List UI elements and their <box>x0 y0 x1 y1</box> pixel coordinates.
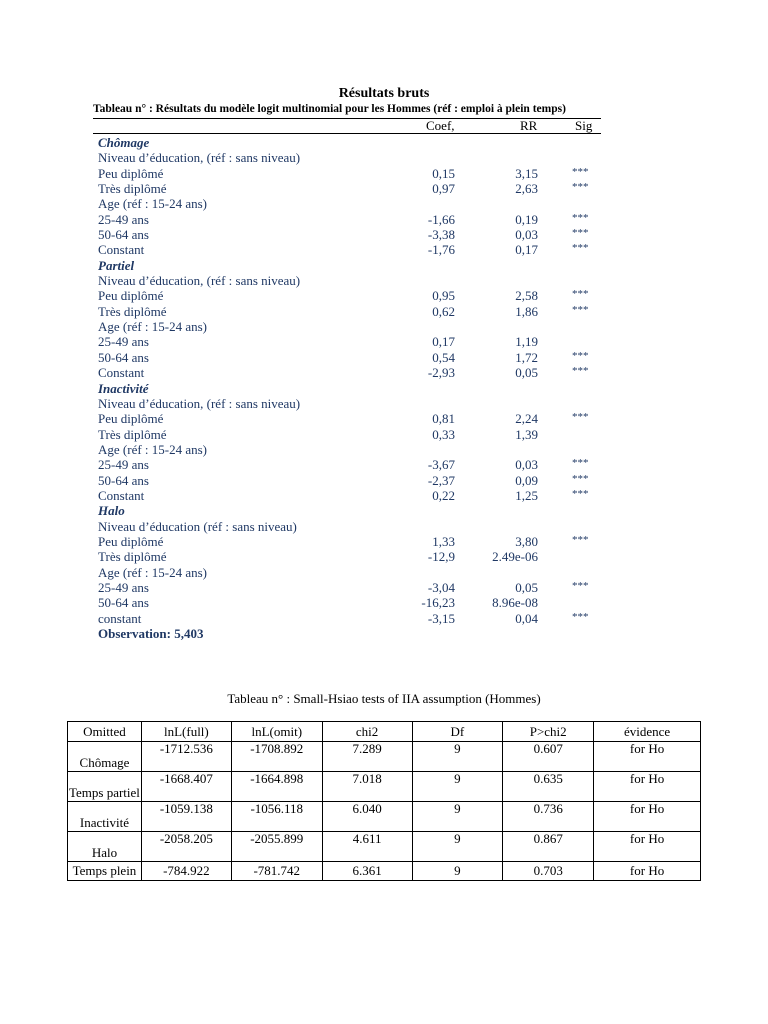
row-label: Très diplômé <box>98 549 167 565</box>
lnl-full-cell: -1059.138 <box>141 802 231 832</box>
table-row <box>98 473 608 488</box>
row-label: 50-64 ans <box>98 349 149 365</box>
group-label <box>98 273 608 288</box>
lnl-omit-cell: -1056.118 <box>231 802 322 832</box>
coef-value: -1,66 <box>427 211 455 227</box>
omitted-cell: Halo <box>68 832 142 862</box>
lnl-omit-cell: -1708.892 <box>231 742 322 772</box>
column-header-coef: Coef, <box>426 118 455 133</box>
row-label: 25-49 ans <box>98 579 149 595</box>
regression-table-caption: Tableau n° : Résultats du modèle logit multinomial pour les Hommes (réf : emploi à plein temps) <box>93 103 566 115</box>
table-row <box>98 427 608 442</box>
df-cell: 9 <box>412 832 503 862</box>
coef-value: -3,38 <box>427 227 455 243</box>
rr-value: 8.96e-08 <box>492 595 538 611</box>
coef-value: -2,37 <box>427 472 455 488</box>
row-label: Peu diplômé <box>98 165 164 181</box>
coef-value: 0,15 <box>432 165 455 181</box>
chi2-cell: 7.018 <box>322 772 412 802</box>
sig-value: *** <box>572 303 589 316</box>
iia-table-caption: Tableau n° : Small-Hsiao tests of IIA assumption (Hommes) <box>227 691 541 706</box>
rr-value: 0,04 <box>515 610 538 626</box>
header-evidence: évidence <box>594 722 701 742</box>
row-label: 25-49 ans <box>98 211 149 227</box>
table-row <box>98 549 608 564</box>
section-heading <box>98 503 608 518</box>
df-cell: 9 <box>412 742 503 772</box>
row-label: Halo <box>98 503 125 519</box>
iia-header-row <box>68 722 701 742</box>
table-row <box>98 334 608 349</box>
group-label <box>98 442 608 457</box>
regression-results <box>98 135 608 641</box>
rr-value: 1,72 <box>515 349 538 365</box>
row-label: Niveau d’éducation, (réf : sans niveau) <box>98 395 301 411</box>
table-row <box>98 611 608 626</box>
table-row <box>68 772 701 802</box>
section-heading <box>98 135 608 150</box>
section-heading <box>98 258 608 273</box>
p-chi2-cell: 0.867 <box>503 832 594 862</box>
lnl-full-cell: -2058.205 <box>141 832 231 862</box>
row-label: 50-64 ans <box>98 472 149 488</box>
row-label: Très diplômé <box>98 181 167 197</box>
row-label: Peu diplômé <box>98 288 164 304</box>
header-df: Df <box>412 722 503 742</box>
rr-value: 1,25 <box>515 487 538 503</box>
coef-value: -1,76 <box>427 242 455 258</box>
coef-value: -2,93 <box>427 365 455 381</box>
sig-value: *** <box>572 181 589 194</box>
table-row <box>98 288 608 303</box>
row-label: Niveau d’éducation (réf : sans niveau) <box>98 518 297 534</box>
table-row <box>98 457 608 472</box>
observation-count <box>98 626 608 641</box>
coef-value: 1,33 <box>432 533 455 549</box>
row-label: 25-49 ans <box>98 457 149 473</box>
omitted-cell: Temps plein <box>68 862 142 881</box>
lnl-full-cell: -1668.407 <box>141 772 231 802</box>
df-cell: 9 <box>412 862 503 881</box>
row-label: Niveau d’éducation, (réf : sans niveau) <box>98 150 301 166</box>
rr-value: 1,39 <box>515 426 538 442</box>
row-label: Age (réf : 15-24 ans) <box>98 319 208 335</box>
sig-value: *** <box>572 211 589 224</box>
table-row <box>68 862 701 881</box>
lnl-full-cell: -784.922 <box>141 862 231 881</box>
df-cell: 9 <box>412 772 503 802</box>
chi2-cell: 7.289 <box>322 742 412 772</box>
lnl-omit-cell: -781.742 <box>231 862 322 881</box>
coef-value: 0,81 <box>432 411 455 427</box>
rr-value: 0,09 <box>515 472 538 488</box>
row-label: Très diplômé <box>98 426 167 442</box>
rr-value: 0,05 <box>515 579 538 595</box>
coef-value: 0,97 <box>432 181 455 197</box>
coef-value: 0,54 <box>432 349 455 365</box>
iia-test-table <box>67 721 701 881</box>
row-label: Constant <box>98 365 145 381</box>
table-row <box>98 411 608 426</box>
row-label: Observation: 5,403 <box>98 626 204 641</box>
table-row <box>98 242 608 257</box>
row-label: Age (réf : 15-24 ans) <box>98 441 208 457</box>
row-label: 25-49 ans <box>98 334 149 350</box>
row-label: Peu diplômé <box>98 411 164 427</box>
df-cell: 9 <box>412 802 503 832</box>
sig-value: *** <box>572 487 589 500</box>
chi2-cell: 4.611 <box>322 832 412 862</box>
group-label <box>98 396 608 411</box>
rr-value: 2,58 <box>515 288 538 304</box>
row-label: Très diplômé <box>98 303 167 319</box>
table-row <box>68 802 701 832</box>
sig-value: *** <box>572 227 589 240</box>
sig-value: *** <box>572 457 589 470</box>
table-row <box>98 534 608 549</box>
coef-value: -3,04 <box>427 579 455 595</box>
header-lnl-full: lnL(full) <box>141 722 231 742</box>
table-row <box>98 212 608 227</box>
table-row <box>98 227 608 242</box>
row-label: Peu diplômé <box>98 533 164 549</box>
sig-value: *** <box>572 533 589 546</box>
header-rule <box>93 133 601 134</box>
sig-value: *** <box>572 349 589 362</box>
group-label <box>98 319 608 334</box>
header-omitted: Omitted <box>68 722 142 742</box>
table-row <box>68 742 701 772</box>
rr-value: 0,17 <box>515 242 538 258</box>
table-row <box>98 595 608 610</box>
rr-value: 1,86 <box>515 303 538 319</box>
coef-value: 0,17 <box>432 334 455 350</box>
p-chi2-cell: 0.607 <box>503 742 594 772</box>
row-label: Partiel <box>98 257 135 273</box>
lnl-omit-cell: -2055.899 <box>231 832 322 862</box>
row-label: Inactivité <box>98 380 149 396</box>
evidence-cell: for Ho <box>594 862 701 881</box>
column-header-rr: RR <box>520 118 538 133</box>
sig-value: *** <box>572 472 589 485</box>
table-row <box>98 350 608 365</box>
column-header-sig: Sig <box>575 118 593 133</box>
table-row <box>98 304 608 319</box>
rr-value: 0,03 <box>515 227 538 243</box>
row-label: 50-64 ans <box>98 595 149 611</box>
table-row <box>68 832 701 862</box>
sig-value: *** <box>572 411 589 424</box>
chi2-cell: 6.361 <box>322 862 412 881</box>
rr-value: 0,19 <box>515 211 538 227</box>
row-label: Age (réf : 15-24 ans) <box>98 196 208 212</box>
page-title: Résultats bruts <box>338 86 430 101</box>
evidence-cell: for Ho <box>594 772 701 802</box>
row-label: Age (réf : 15-24 ans) <box>98 564 208 580</box>
rr-value: 1,19 <box>515 334 538 350</box>
table-row <box>98 488 608 503</box>
evidence-cell: for Ho <box>594 832 701 862</box>
coef-value: 0,62 <box>432 303 455 319</box>
header-lnl-omit: lnL(omit) <box>231 722 322 742</box>
row-label: 50-64 ans <box>98 227 149 243</box>
group-label <box>98 150 608 165</box>
header-chi2: chi2 <box>322 722 412 742</box>
chi2-cell: 6.040 <box>322 802 412 832</box>
group-label <box>98 196 608 211</box>
sig-value: *** <box>572 365 589 378</box>
header-p-chi2: P>chi2 <box>503 722 594 742</box>
coef-value: -3,67 <box>427 457 455 473</box>
rr-value: 2,63 <box>515 181 538 197</box>
row-label: Niveau d’éducation, (réf : sans niveau) <box>98 273 301 289</box>
p-chi2-cell: 0.736 <box>503 802 594 832</box>
lnl-full-cell: -1712.536 <box>141 742 231 772</box>
coef-value: 0,22 <box>432 487 455 503</box>
table-row <box>98 580 608 595</box>
group-label <box>98 565 608 580</box>
sig-value: *** <box>572 288 589 301</box>
p-chi2-cell: 0.635 <box>503 772 594 802</box>
coef-value: 0,33 <box>432 426 455 442</box>
rr-value: 2.49e-06 <box>492 549 538 565</box>
row-label: Constant <box>98 487 145 503</box>
omitted-cell: Chômage <box>68 742 142 772</box>
coef-value: 0,95 <box>432 288 455 304</box>
row-label: Constant <box>98 242 145 258</box>
section-heading <box>98 381 608 396</box>
sig-value: *** <box>572 242 589 255</box>
table-row <box>98 365 608 380</box>
rr-value: 0,03 <box>515 457 538 473</box>
coef-value: -12,9 <box>427 549 455 565</box>
omitted-cell: Inactivité <box>68 802 142 832</box>
rr-value: 3,80 <box>515 533 538 549</box>
table-row <box>98 166 608 181</box>
group-label <box>98 519 608 534</box>
omitted-cell: Temps partiel <box>68 772 142 802</box>
row-label: Chômage <box>98 135 150 150</box>
rr-value: 2,24 <box>515 411 538 427</box>
evidence-cell: for Ho <box>594 802 701 832</box>
sig-value: *** <box>572 165 589 178</box>
p-chi2-cell: 0.703 <box>503 862 594 881</box>
rr-value: 0,05 <box>515 365 538 381</box>
row-label: constant <box>98 610 142 626</box>
evidence-cell: for Ho <box>594 742 701 772</box>
rr-value: 3,15 <box>515 165 538 181</box>
coef-value: -16,23 <box>421 595 455 611</box>
sig-value: *** <box>572 579 589 592</box>
coef-value: -3,15 <box>427 610 455 626</box>
lnl-omit-cell: -1664.898 <box>231 772 322 802</box>
table-row <box>98 181 608 196</box>
sig-value: *** <box>572 610 589 623</box>
